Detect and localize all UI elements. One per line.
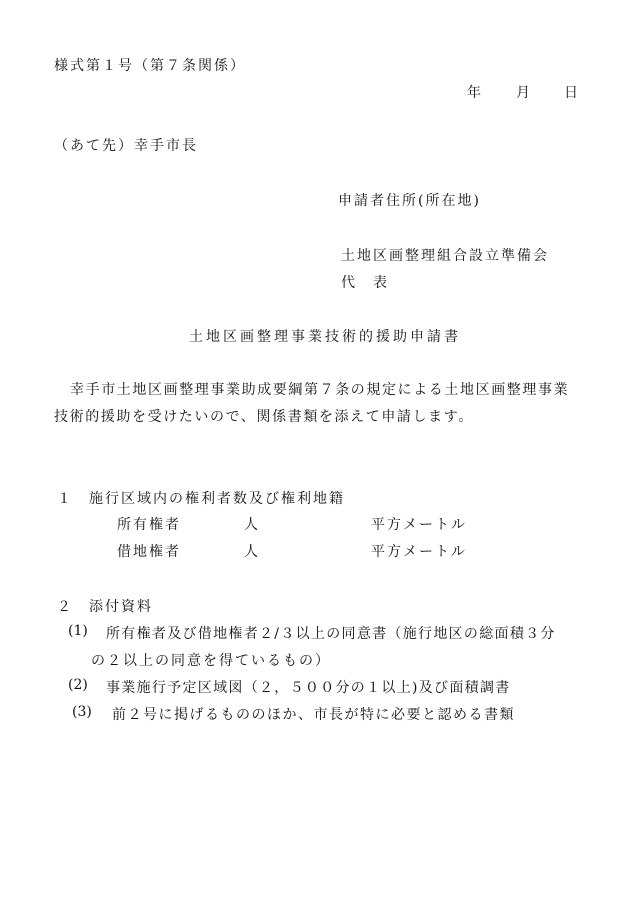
document-title: 土地区画整理事業技術的援助申請書 [189,329,461,345]
item-2-text: 事業施行予定区域図（２，５００分の１以上)及び面積調書 [106,680,511,696]
applicant-representative-label: 代 表 [341,275,389,291]
date-month: 月 [516,85,532,101]
lessee-area-unit: 平方メートル [371,544,467,560]
item-3-number: (3) [72,704,92,720]
owner-label: 所有権者 [117,517,181,533]
item-1-text: 所有権者及び借地権者２/３以上の同意書（施行地区の総面積３分 [106,626,556,642]
body-line-1: 幸手市土地区画整理事業助成要綱第７条の規定による土地区画整理事業 [70,382,570,398]
date-day: 日 [564,85,580,101]
addressee: （あて先）幸手市長 [54,138,198,154]
lessee-count-unit: 人 [244,544,260,560]
section-2-heading: ２ 添付資料 [57,599,153,615]
item-1-continuation: の２以上の同意を得ているもの） [91,653,331,669]
owner-area-unit: 平方メートル [371,517,467,533]
item-1-number: (1) [68,623,88,639]
item-2-number: (2) [68,677,88,693]
date-year: 年 [467,85,483,101]
lessee-label: 借地権者 [117,544,181,560]
owner-count-unit: 人 [244,517,260,533]
section-1-heading: １ 施行区域内の権利者数及び権利地籍 [57,491,345,507]
item-3-text: 前２号に掲げるもののほか、市長が特に必要と認める書類 [112,707,515,723]
form-label: 様式第１号（第７条関係） [54,58,246,74]
applicant-address-label: 申請者住所(所在地) [338,193,481,209]
body-line-2: 技術的援助を受けたいので、関係書類を添えて申請します。 [54,409,474,425]
applicant-organization: 土地区画整理組合設立準備会 [341,248,549,264]
